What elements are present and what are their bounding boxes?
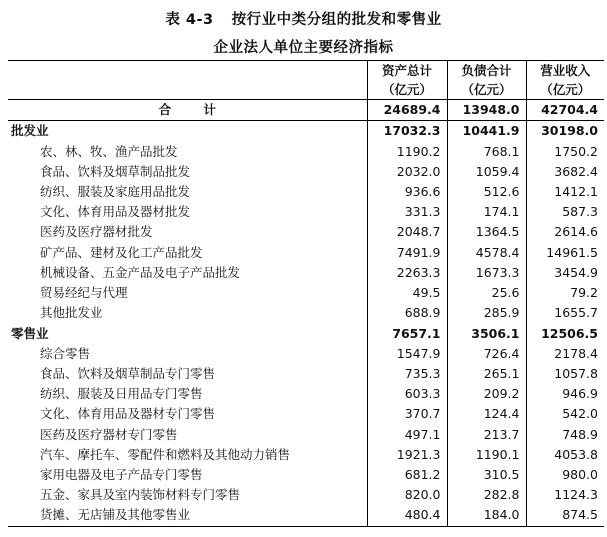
header-liabilities: 负债合计: [447, 61, 526, 80]
cell-revenue: 42704.4: [526, 100, 604, 121]
cell-assets: 24689.4: [367, 100, 447, 121]
economic-indicators-table: [8, 60, 604, 527]
row-label: 医药及医疗器材专门零售: [40, 426, 178, 442]
cell-assets: 7657.1: [367, 323, 447, 343]
cell-assets: 331.3: [367, 202, 447, 222]
header-row-names: [8, 61, 604, 80]
cell-liabilities: 13948.0: [447, 100, 526, 121]
cell-assets: 735.3: [367, 364, 447, 384]
cell-assets: 936.6: [367, 182, 447, 202]
cell-assets: 497.1: [367, 425, 447, 445]
header-assets: 资产总计: [367, 61, 447, 80]
cell-liabilities: 512.6: [447, 182, 526, 202]
table-row: [8, 404, 604, 424]
table-number: 表 4-3: [165, 12, 214, 28]
table-row: [8, 485, 604, 505]
row-label: 纺织、服装及日用品专门零售: [40, 386, 203, 402]
cell-revenue: 980.0: [526, 465, 604, 485]
total-row: [8, 100, 604, 121]
cell-revenue: 1750.2: [526, 141, 604, 161]
cell-assets: 480.4: [367, 505, 447, 526]
header-row-units: [8, 80, 604, 100]
row-label: 汽车、摩托车、零配件和燃料及其他动力销售: [40, 446, 291, 462]
header-liabilities-unit: （亿元）: [447, 80, 526, 100]
cell-liabilities: 3506.1: [447, 323, 526, 343]
row-label: 合 计: [8, 100, 367, 121]
table-row: [8, 303, 604, 323]
cell-assets: 49.5: [367, 283, 447, 303]
section-row-retail: [8, 323, 604, 343]
cell-revenue: 1124.3: [526, 485, 604, 505]
cell-revenue: 587.3: [526, 202, 604, 222]
row-label: 文化、体育用品及器材专门零售: [40, 406, 216, 422]
cell-revenue: 4053.8: [526, 445, 604, 465]
cell-liabilities: 310.5: [447, 465, 526, 485]
cell-liabilities: 1190.1: [447, 445, 526, 465]
row-label: 零售业: [11, 325, 49, 341]
cell-revenue: 874.5: [526, 505, 604, 526]
cell-assets: 1547.9: [367, 344, 447, 364]
cell-revenue: 2614.6: [526, 222, 604, 242]
table-row: [8, 141, 604, 161]
cell-revenue: 542.0: [526, 404, 604, 424]
cell-liabilities: 184.0: [447, 505, 526, 526]
cell-liabilities: 209.2: [447, 384, 526, 404]
row-label: 家用电器及电子产品专门零售: [40, 467, 203, 483]
cell-revenue: 2178.4: [526, 344, 604, 364]
cell-assets: 603.3: [367, 384, 447, 404]
header-assets-unit: （亿元）: [367, 80, 447, 100]
cell-liabilities: 174.1: [447, 202, 526, 222]
table-row: [8, 384, 604, 404]
cell-revenue: 14961.5: [526, 243, 604, 263]
header-revenue: 营业收入: [526, 61, 604, 80]
cell-liabilities: 1364.5: [447, 222, 526, 242]
cell-liabilities: 25.6: [447, 283, 526, 303]
row-label: 文化、体育用品及器材批发: [40, 204, 191, 220]
table-row: [8, 162, 604, 182]
row-label: 批发业: [11, 123, 49, 139]
cell-liabilities: 10441.9: [447, 121, 526, 142]
cell-revenue: 1655.7: [526, 303, 604, 323]
row-label: 综合零售: [40, 345, 91, 361]
row-label: 食品、饮料及烟草制品专门零售: [40, 365, 216, 381]
row-label: 货摊、无店铺及其他零售业: [8, 505, 367, 526]
cell-liabilities: 282.8: [447, 485, 526, 505]
header-blank: [8, 61, 367, 80]
row-label: 食品、饮料及烟草制品批发: [40, 163, 191, 179]
table-title: [0, 8, 607, 29]
row-label: 贸易经纪与代理: [40, 285, 128, 301]
cell-revenue: 79.2: [526, 283, 604, 303]
cell-liabilities: 213.7: [447, 425, 526, 445]
table-row: [8, 182, 604, 202]
cell-liabilities: 768.1: [447, 141, 526, 161]
cell-revenue: 3454.9: [526, 263, 604, 283]
table-row: [8, 263, 604, 283]
table-row: [8, 425, 604, 445]
row-label: 其他批发业: [40, 305, 103, 321]
cell-assets: 1921.3: [367, 445, 447, 465]
cell-revenue: 1057.8: [526, 364, 604, 384]
cell-assets: 1190.2: [367, 141, 447, 161]
section-row-wholesale: [8, 121, 604, 142]
cell-assets: 2048.7: [367, 222, 447, 242]
cell-assets: 681.2: [367, 465, 447, 485]
cell-revenue: 3682.4: [526, 162, 604, 182]
cell-liabilities: 1673.3: [447, 263, 526, 283]
table-row: [8, 283, 604, 303]
header-revenue-unit: （亿元）: [526, 80, 604, 100]
cell-assets: 370.7: [367, 404, 447, 424]
row-label: 纺织、服装及家庭用品批发: [40, 183, 191, 199]
cell-assets: 2263.3: [367, 263, 447, 283]
table-row: [8, 222, 604, 242]
cell-assets: 7491.9: [367, 243, 447, 263]
row-label: 机械设备、五金产品及电子产品批发: [40, 264, 241, 280]
cell-revenue: 1412.1: [526, 182, 604, 202]
table-subtitle: 企业法人单位主要经济指标: [213, 40, 394, 56]
table-row: [8, 243, 604, 263]
cell-liabilities: 285.9: [447, 303, 526, 323]
row-label: 矿产品、建材及化工产品批发: [40, 244, 203, 260]
cell-assets: 688.9: [367, 303, 447, 323]
table-row: [8, 445, 604, 465]
table-row: [8, 364, 604, 384]
cell-liabilities: 726.4: [447, 344, 526, 364]
cell-liabilities: 1059.4: [447, 162, 526, 182]
cell-revenue: 30198.0: [526, 121, 604, 142]
table-row: [8, 505, 604, 526]
row-label: 农、林、牧、渔产品批发: [40, 143, 178, 159]
cell-liabilities: 265.1: [447, 364, 526, 384]
cell-assets: 17032.3: [367, 121, 447, 142]
cell-revenue: 946.9: [526, 384, 604, 404]
cell-liabilities: 124.4: [447, 404, 526, 424]
cell-assets: 2032.0: [367, 162, 447, 182]
table-row: [8, 344, 604, 364]
row-label: 医药及医疗器材批发: [40, 224, 153, 240]
cell-assets: 820.0: [367, 485, 447, 505]
cell-revenue: 748.9: [526, 425, 604, 445]
table-title-text: 按行业中类分组的批发和零售业: [231, 12, 442, 28]
table-row: [8, 465, 604, 485]
cell-revenue: 12506.5: [526, 323, 604, 343]
table-row: [8, 202, 604, 222]
row-label: 五金、家具及室内装饰材料专门零售: [40, 487, 241, 503]
cell-liabilities: 4578.4: [447, 243, 526, 263]
